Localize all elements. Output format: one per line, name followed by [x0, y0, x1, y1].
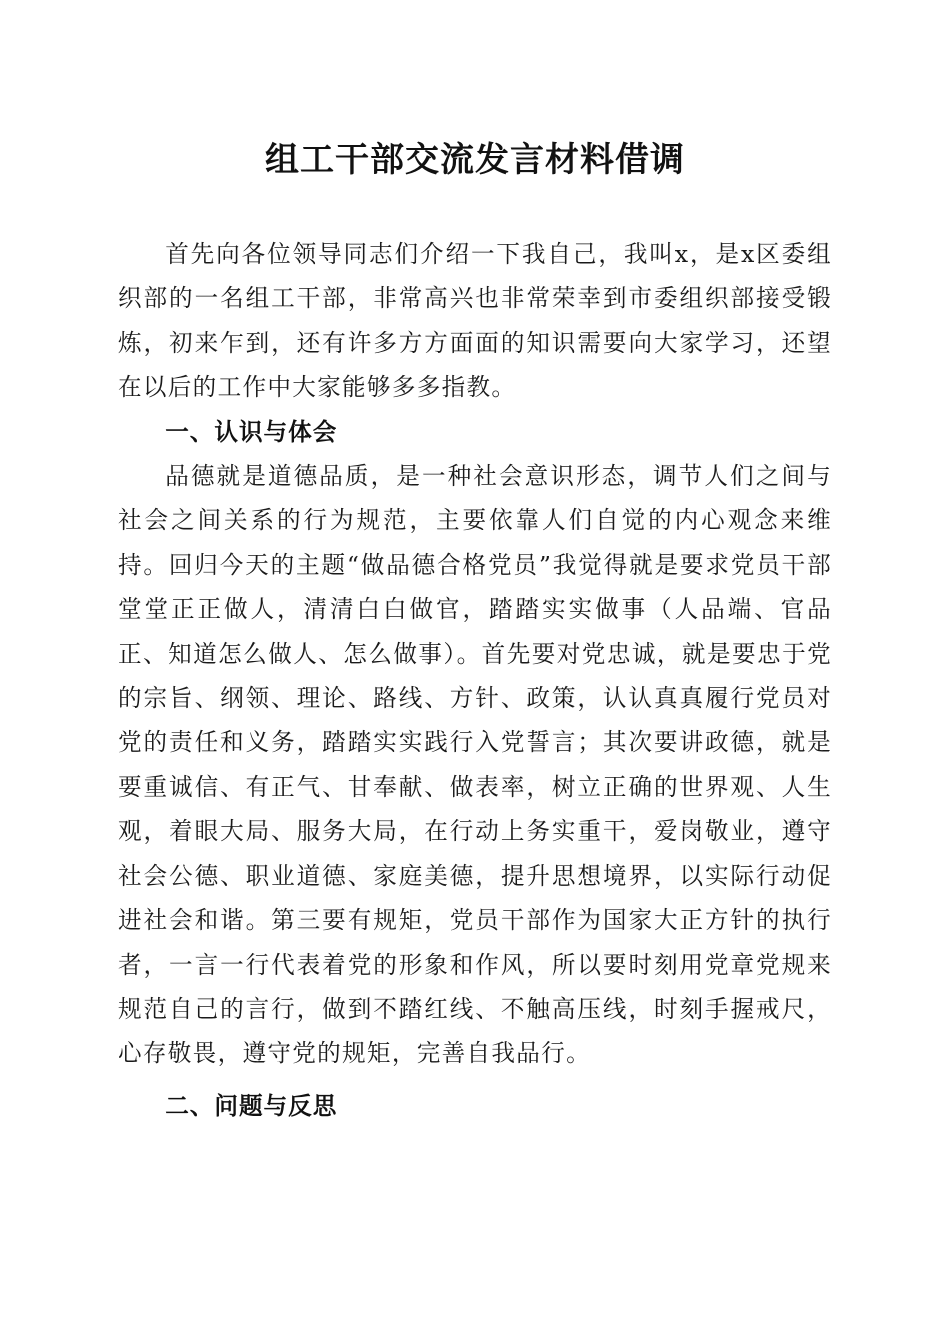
intro-paragraph: 首先向各位领导同志们介绍一下我自己，我叫x，是x区委组织部的一名组工干部，非常高兴也非常荣幸到市委组织部接受锻炼，初来乍到，还有许多方方面面的知识需要向大家学习，还望在以后的工作中大家能够多多指教。 — [118, 240, 832, 402]
section-heading-1: 一、认识与体会 — [165, 417, 338, 446]
document-title: 组工干部交流发言材料借调 — [265, 140, 685, 180]
document-body — [118, 232, 832, 1128]
section-1-paragraph: 品德就是道德品质，是一种社会意识形态，调节人们之间与社会之间关系的行为规范，主要依靠人们自觉的内心观念来维持。回归今天的主题“做品德合格党员”我觉得就是要求党员干部堂堂正正做人，清清白白做官，踏踏实实做事（人品端、官品正、知道怎么做人、怎么做事）。首先要对党忠诚，就是要忠于党的宗旨、纲领、理论、路线、方针、政策，认认真真履行党员对党的责任和义务，踏踏实实践行入党誓言；其次要讲政德，就是要重诚信、有正气、甘奉献、做表率，树立正确的世界观、人生观，着眼大局、服务大局，在行动上务实重干，爱岗敬业，遵守社会公德、职业道德、家庭美德，提升思想境界，以实际行动促进社会和谐。第三要有规矩，党员干部作为国家大正方针的执行者，一言一行代表着党的形象和作风，所以要时刻用党章党规来规范自己的言行，做到不踏红线、不触高压线，时刻手握戒尺，心存敬畏，遵守党的规矩，完善自我品行。 — [118, 462, 832, 1068]
section-heading-2: 二、问题与反思 — [165, 1091, 338, 1120]
